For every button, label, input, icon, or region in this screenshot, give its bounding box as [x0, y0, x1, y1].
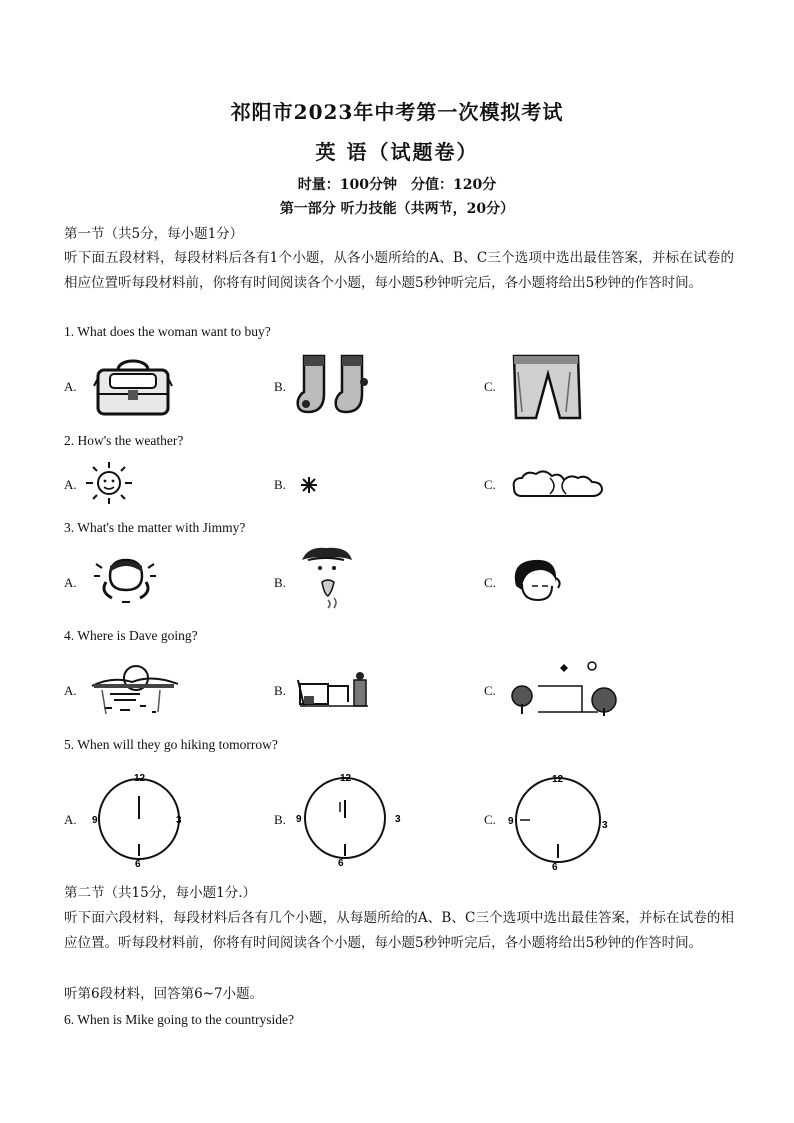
q1-option-a[interactable]: A.	[64, 379, 77, 394]
question-2: 2. How's the weather?	[64, 433, 184, 448]
clock-icon	[506, 772, 622, 872]
q1-option-b[interactable]: B.	[274, 379, 286, 394]
q1-option-c[interactable]: C.	[484, 379, 496, 394]
q4-option-b[interactable]: B.	[274, 683, 286, 698]
clock-a-12: 12	[134, 773, 146, 784]
q2-option-a[interactable]: A.	[64, 477, 77, 492]
section2-heading: 第二节（共15分，每小题1分.）	[64, 885, 257, 901]
section1-instructions: 听下面五段材料，每段材料后各有1个小题，从各小题所给的A、B、C三个选项中选出最佳答案，并标在试卷的相应位置听每段材料前，你将有时间阅读各个小题，每小题5秒钟听完后，各小题将给出5秒钟的作答时间。	[64, 250, 734, 291]
clock-c-6: 6	[552, 862, 558, 873]
question-4: 4. Where is Dave going?	[64, 628, 198, 643]
clock-b-6: 6	[338, 858, 344, 869]
bookstore-icon	[294, 666, 374, 716]
beach-icon	[90, 660, 180, 720]
clock-a-9: 9	[92, 815, 98, 826]
trousers-icon	[508, 352, 584, 422]
exam-subject: 英 语（试题卷）	[315, 140, 479, 164]
question-6: 6. When is Mike going to the countryside?	[64, 1012, 294, 1027]
part-heading: 第一部分 听力技能（共两节，20分）	[279, 201, 515, 217]
q3-option-c[interactable]: C.	[484, 575, 496, 590]
socks-icon	[294, 352, 380, 418]
snowflake-icon	[300, 476, 318, 494]
cold-icon	[298, 546, 356, 612]
clock-a-6: 6	[135, 859, 141, 870]
q4-option-c[interactable]: C.	[484, 683, 496, 698]
question-1: 1. What does the woman want to buy?	[64, 324, 271, 339]
q2-option-b[interactable]: B.	[274, 477, 286, 492]
clock-b-9: 9	[296, 814, 302, 825]
q4-option-a[interactable]: A.	[64, 683, 77, 698]
q2-option-c[interactable]: C.	[484, 477, 496, 492]
toothache-icon	[510, 556, 562, 604]
clock-a-3: 3	[176, 815, 182, 826]
cloud-icon	[510, 468, 608, 496]
section2-instructions: 听下面六段材料，每段材料后各有几个小题，从每题所给的A、B、C三个选项中选出最佳答案，并标在试卷的相应位置。听每段材料前，你将有时间阅读各个小题，每小题5秒钟听完后，各小题将给出5秒钟的作答时间。	[64, 910, 734, 951]
q3-option-b[interactable]: B.	[274, 575, 286, 590]
q5-option-c[interactable]: C.	[484, 812, 496, 827]
time-score: 时量：100分钟 分值：120分	[297, 177, 497, 193]
clock-c-9: 9	[508, 816, 514, 827]
clock-c-3: 3	[602, 820, 608, 831]
q3-option-a[interactable]: A.	[64, 575, 77, 590]
material-note: 听第6段材料，回答第6~7小题。	[64, 986, 264, 1002]
q5-option-a[interactable]: A.	[64, 812, 77, 827]
clock-c-12: 12	[552, 774, 564, 785]
section1-heading: 第一节（共5分，每小题1分）	[64, 226, 244, 242]
question-3: 3. What's the matter with Jimmy?	[64, 520, 246, 535]
clock-b-3: 3	[395, 814, 401, 825]
exam-title: 祁阳市2023年中考第一次模拟考试	[230, 100, 564, 124]
headache-icon	[92, 556, 158, 606]
clock-icon	[84, 772, 194, 868]
handbag-icon	[90, 356, 176, 418]
question-5: 5. When will they go hiking tomorrow?	[64, 737, 278, 752]
q5-option-b[interactable]: B.	[274, 812, 286, 827]
park-icon	[508, 656, 618, 718]
clock-icon	[296, 772, 406, 868]
sun-icon	[84, 460, 134, 506]
clock-b-12: 12	[340, 773, 352, 784]
